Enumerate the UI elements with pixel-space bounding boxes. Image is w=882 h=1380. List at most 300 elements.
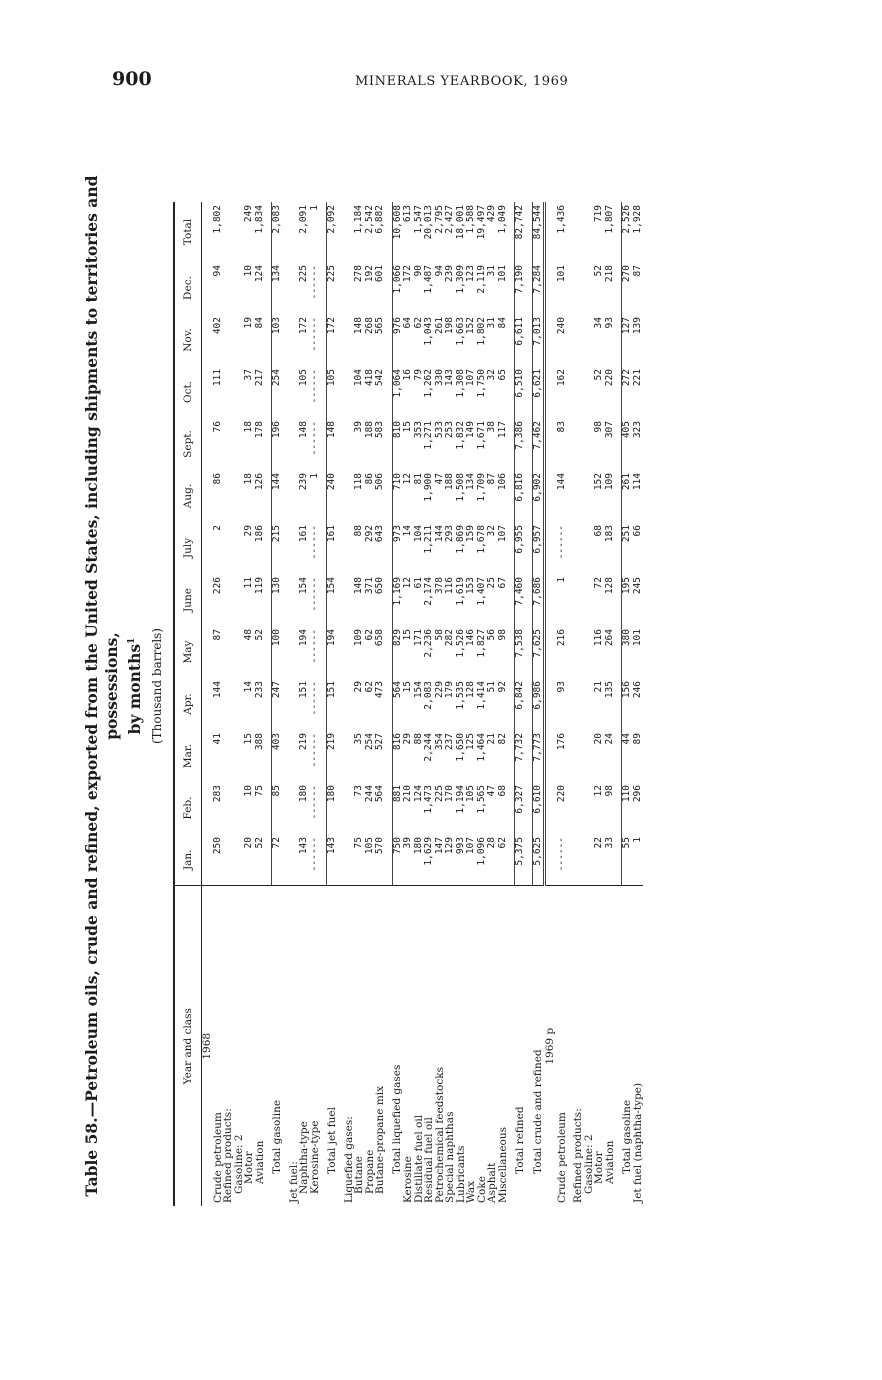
- value-cell: 106: [496, 473, 508, 491]
- value-cell: 613: [402, 205, 414, 223]
- row-label: Asphalt: [487, 886, 498, 1206]
- row-label: Refined products:: [223, 886, 234, 1206]
- value-cell: 239: [444, 265, 456, 283]
- empty-cell: [202, 202, 213, 262]
- value-cell: 1,807: [603, 205, 615, 234]
- value-cell: [573, 678, 584, 730]
- value-cell: 810: [392, 418, 403, 470]
- value-cell: 1,526: [454, 629, 466, 658]
- value-cell: [223, 574, 234, 626]
- value-cell: 82: [496, 733, 508, 745]
- value-cell: 601: [374, 265, 386, 283]
- value-cell: 12: [402, 473, 414, 485]
- value-cell: [573, 366, 584, 418]
- value-cell: 650: [374, 577, 386, 595]
- row-label: Petrochemical feedstocks: [435, 886, 446, 1206]
- value-cell: 6,986: [532, 678, 545, 730]
- value-cell: 1,096: [475, 837, 487, 866]
- value-cell: 2,542: [363, 205, 375, 234]
- value-cell: 1,066: [392, 262, 403, 314]
- table-row: [605, 202, 616, 1206]
- value-cell: 1,271: [423, 421, 435, 450]
- empty-cell: [545, 574, 557, 626]
- empty-cell: [202, 522, 213, 574]
- value-cell: 570: [374, 837, 386, 855]
- row-label: Jet fuel (naphtha-type): [633, 886, 644, 1206]
- value-cell: [223, 834, 234, 886]
- value-cell: 109: [353, 629, 365, 647]
- value-cell: 2,119: [475, 265, 487, 294]
- value-cell: 68: [496, 785, 508, 797]
- value-cell: 323: [631, 421, 643, 439]
- value-cell: [573, 522, 584, 574]
- value-cell: 118: [353, 473, 365, 491]
- value-cell: 1,619: [454, 577, 466, 606]
- value-cell: 6,842: [515, 678, 526, 730]
- value-cell: [573, 730, 584, 782]
- value-cell: 15: [402, 421, 414, 433]
- row-label: Motor: [594, 886, 605, 1206]
- value-cell: 564: [392, 678, 403, 730]
- value-cell: 92: [496, 681, 508, 693]
- empty-cell: [202, 366, 213, 418]
- value-cell: 237: [444, 733, 456, 751]
- table-caption-line1: Table 58.—Petroleum oils, crude and refined, exported from the United States, including shipments to territories and possessions,: [82, 175, 121, 1197]
- value-cell: 829: [392, 626, 403, 678]
- value-cell: 128: [603, 577, 615, 595]
- caption-by-months: by months: [125, 643, 145, 735]
- value-cell: 151: [327, 678, 338, 730]
- value-cell: [223, 314, 234, 366]
- value-cell: 64: [402, 317, 414, 329]
- value-cell: 172: [327, 314, 338, 366]
- value-cell: 11: [243, 577, 255, 589]
- value-cell: 188: [444, 473, 456, 491]
- value-cell: 44: [622, 730, 633, 782]
- value-cell: [223, 418, 234, 470]
- value-cell: 75: [253, 785, 265, 797]
- empty-cell: [545, 314, 557, 366]
- empty-cell: [545, 834, 557, 886]
- value-cell: 1: [631, 837, 643, 843]
- value-cell: 188: [363, 421, 375, 439]
- value-cell: 215: [272, 522, 283, 574]
- exports-table: [173, 202, 643, 1206]
- value-cell: 1: [308, 205, 320, 211]
- value-cell: 171: [412, 629, 424, 647]
- value-cell: 130: [272, 574, 283, 626]
- value-cell: 86: [363, 473, 375, 485]
- value-cell: 72: [593, 577, 605, 589]
- row-label: Propane: [365, 886, 376, 1206]
- table-row: [392, 202, 403, 1206]
- value-cell: 6,327: [515, 782, 526, 834]
- column-header: June: [174, 574, 202, 626]
- value-cell: 194: [327, 626, 338, 678]
- value-cell: 15: [402, 629, 414, 641]
- value-cell: 261: [622, 470, 633, 522]
- value-cell: 506: [374, 473, 386, 491]
- value-cell: 973: [392, 522, 403, 574]
- value-cell: 6,611: [515, 314, 526, 366]
- empty-cell: [202, 470, 213, 522]
- value-cell: 282: [444, 629, 456, 647]
- value-cell: [573, 262, 584, 314]
- table-row: [327, 202, 338, 1206]
- value-cell: 292: [363, 525, 375, 543]
- value-cell: 993: [454, 837, 466, 855]
- value-cell: [223, 730, 234, 782]
- value-cell: 225: [327, 262, 338, 314]
- value-cell: 1,464: [475, 733, 487, 762]
- value-cell: 21: [593, 681, 605, 693]
- value-cell: 68: [593, 525, 605, 537]
- column-header: Total: [174, 202, 202, 262]
- value-cell: 371: [363, 577, 375, 595]
- value-cell: 176: [555, 733, 567, 751]
- value-cell: 31: [486, 265, 498, 277]
- value-cell: 1,629: [423, 837, 435, 866]
- table-row: [424, 202, 435, 1206]
- empty-cell: [545, 730, 557, 782]
- value-cell: 5,625: [532, 834, 545, 886]
- value-cell: 1,262: [423, 369, 435, 398]
- value-cell: 144: [433, 525, 445, 543]
- value-cell: 153: [465, 577, 477, 595]
- value-cell: 152: [465, 317, 477, 335]
- value-cell: 180: [327, 782, 338, 834]
- table-row: [344, 202, 355, 1206]
- column-header-class: Year and class: [174, 886, 202, 1206]
- value-cell: 1,671: [475, 421, 487, 450]
- value-cell: 1,832: [454, 421, 466, 450]
- empty-cell: [202, 834, 213, 886]
- table-caption-line2: [122, 166, 145, 1206]
- value-cell: 14: [402, 525, 414, 537]
- value-cell: ------: [308, 317, 320, 352]
- table-units: (Thousand barrels): [150, 628, 165, 744]
- table-row: [584, 202, 595, 1206]
- value-cell: 93: [555, 681, 567, 693]
- value-cell: 88: [353, 525, 365, 537]
- value-cell: 22: [593, 837, 605, 849]
- value-cell: 194: [298, 629, 310, 647]
- table-row: [255, 202, 266, 1206]
- value-cell: 183: [603, 525, 615, 543]
- value-cell: 6,510: [515, 366, 526, 418]
- value-cell: 143: [444, 369, 456, 387]
- value-cell: ------: [308, 369, 320, 404]
- value-cell: 233: [253, 681, 265, 699]
- value-cell: 330: [433, 369, 445, 387]
- value-cell: 172: [402, 265, 414, 283]
- value-cell: 1,535: [454, 681, 466, 710]
- value-cell: 76: [211, 421, 223, 433]
- value-cell: [223, 470, 234, 522]
- value-cell: [573, 834, 584, 886]
- value-cell: ------: [308, 629, 320, 664]
- value-cell: 2,236: [423, 629, 435, 658]
- value-cell: 19,497: [475, 205, 487, 240]
- value-cell: 66: [631, 525, 643, 537]
- value-cell: 5,375: [515, 834, 526, 886]
- value-cell: 29: [353, 681, 365, 693]
- value-cell: 87: [486, 473, 498, 485]
- value-cell: 195: [622, 574, 633, 626]
- value-cell: 147: [433, 837, 445, 855]
- value-cell: 380: [622, 626, 633, 678]
- value-cell: 7,732: [515, 730, 526, 782]
- value-cell: 272: [622, 366, 633, 418]
- empty-cell: [545, 470, 557, 522]
- value-cell: 124: [253, 265, 265, 283]
- column-header: Apr.: [174, 678, 202, 730]
- value-cell: 1,900: [423, 473, 435, 502]
- value-cell: [223, 678, 234, 730]
- value-cell: 29: [402, 733, 414, 745]
- value-cell: 152: [593, 473, 605, 491]
- value-cell: 6,902: [532, 470, 545, 522]
- value-cell: ------: [308, 837, 320, 872]
- value-cell: 1,184: [353, 205, 365, 234]
- value-cell: 123: [465, 265, 477, 283]
- value-cell: [573, 782, 584, 834]
- value-cell: 2,083: [272, 202, 283, 262]
- value-cell: 7,386: [515, 418, 526, 470]
- value-cell: 33: [603, 837, 615, 849]
- value-cell: 7,190: [515, 262, 526, 314]
- value-cell: 192: [363, 265, 375, 283]
- value-cell: 1: [555, 577, 567, 583]
- table-row: [213, 202, 224, 1206]
- value-cell: 55: [622, 834, 633, 886]
- value-cell: 154: [412, 681, 424, 699]
- value-cell: 103: [272, 314, 283, 366]
- row-label: Wax: [466, 886, 477, 1206]
- value-cell: 156: [622, 678, 633, 730]
- value-cell: 6,816: [515, 470, 526, 522]
- value-cell: 35: [353, 733, 365, 745]
- row-label: Coke: [477, 886, 488, 1206]
- value-cell: 48: [243, 629, 255, 641]
- column-header: Mar.: [174, 730, 202, 782]
- value-cell: 2,526: [622, 202, 633, 262]
- value-cell: 418: [363, 369, 375, 387]
- value-cell: 251: [622, 522, 633, 574]
- value-cell: 117: [496, 421, 508, 439]
- value-cell: 139: [631, 317, 643, 335]
- value-cell: 583: [374, 421, 386, 439]
- value-cell: 1,508: [454, 473, 466, 502]
- value-cell: 134: [465, 473, 477, 491]
- value-cell: 2,427: [444, 205, 456, 234]
- value-cell: 111: [211, 369, 223, 387]
- value-cell: 93: [603, 317, 615, 329]
- value-cell: 283: [211, 785, 223, 803]
- empty-cell: [202, 730, 213, 782]
- row-label: Butane: [354, 886, 365, 1206]
- value-cell: 62: [363, 681, 375, 693]
- value-cell: 1,588: [465, 205, 477, 234]
- value-cell: 32: [486, 369, 498, 381]
- empty-cell: [545, 522, 557, 574]
- value-cell: 85: [272, 782, 283, 834]
- value-cell: 19: [243, 317, 255, 329]
- value-cell: 162: [555, 369, 567, 387]
- value-cell: 159: [465, 525, 477, 543]
- value-cell: 264: [603, 629, 615, 647]
- value-cell: [573, 314, 584, 366]
- value-cell: 542: [374, 369, 386, 387]
- value-cell: 81: [412, 473, 424, 485]
- value-cell: 307: [603, 421, 615, 439]
- table-row: [557, 202, 568, 1206]
- table-row: [403, 202, 414, 1206]
- value-cell: 1,547: [412, 205, 424, 234]
- value-cell: 84,544: [532, 202, 545, 262]
- value-cell: 2: [211, 525, 223, 531]
- value-cell: 250: [211, 837, 223, 855]
- value-cell: 98: [603, 785, 615, 797]
- value-cell: 170: [444, 785, 456, 803]
- value-cell: 67: [496, 577, 508, 589]
- row-label: Naphtha-type: [299, 886, 310, 1206]
- value-cell: 88: [412, 733, 424, 745]
- value-cell: 1,194: [454, 785, 466, 814]
- value-cell: 7,462: [532, 418, 545, 470]
- book-title: MINERALS YEARBOOK, 1969: [355, 74, 569, 89]
- value-cell: 52: [253, 629, 265, 641]
- value-cell: 658: [374, 629, 386, 647]
- value-cell: 217: [253, 369, 265, 387]
- value-cell: [223, 262, 234, 314]
- value-cell: 72: [272, 834, 283, 886]
- value-cell: ------: [308, 265, 320, 300]
- value-cell: [573, 418, 584, 470]
- table-row: [498, 202, 509, 1206]
- value-cell: 94: [433, 265, 445, 277]
- value-cell: 144: [272, 470, 283, 522]
- value-cell: 7,013: [532, 314, 545, 366]
- table-row: [622, 202, 633, 1206]
- value-cell: 1,802: [475, 317, 487, 346]
- value-cell: 29: [243, 525, 255, 537]
- row-label: Total liquefied gases: [392, 886, 403, 1206]
- row-label: Refined products:: [573, 886, 584, 1206]
- value-cell: ------: [308, 733, 320, 768]
- value-cell: 564: [374, 785, 386, 803]
- value-cell: 62: [412, 317, 424, 329]
- value-cell: 20: [243, 837, 255, 849]
- value-cell: 278: [353, 265, 365, 283]
- table-row: [515, 202, 526, 1206]
- value-cell: 20: [593, 733, 605, 745]
- row-label: Jet fuel:: [289, 886, 300, 1206]
- year-label: 1969 p: [545, 886, 557, 1206]
- value-cell: 105: [363, 837, 375, 855]
- rotated-table-region: [82, 122, 792, 1206]
- table-row: [354, 202, 365, 1206]
- value-cell: 1,407: [475, 577, 487, 606]
- value-cell: 119: [253, 577, 265, 595]
- table-row: [244, 202, 255, 1206]
- value-cell: 1,414: [475, 681, 487, 710]
- value-cell: 20,013: [423, 205, 435, 240]
- value-cell: 6,882: [374, 205, 386, 234]
- value-cell: 82,742: [515, 202, 526, 262]
- row-label: Lubricants: [456, 886, 467, 1206]
- value-cell: 135: [603, 681, 615, 699]
- empty-cell: [545, 626, 557, 678]
- value-cell: 2,083: [423, 681, 435, 710]
- table-body: [202, 202, 644, 1206]
- value-cell: 186: [253, 525, 265, 543]
- value-cell: 105: [465, 785, 477, 803]
- value-cell: 109: [603, 473, 615, 491]
- value-cell: 7,686: [532, 574, 545, 626]
- value-cell: 61: [412, 577, 424, 589]
- row-label: Crude petroleum: [557, 886, 568, 1206]
- value-cell: 107: [496, 525, 508, 543]
- value-cell: 37: [243, 369, 255, 381]
- column-header: Dec.: [174, 262, 202, 314]
- value-cell: 750: [392, 834, 403, 886]
- value-cell: 128: [465, 681, 477, 699]
- value-cell: 6,955: [515, 522, 526, 574]
- value-cell: 107: [465, 369, 477, 387]
- table-row: [375, 202, 386, 1206]
- value-cell: 47: [486, 785, 498, 797]
- value-cell: 1,487: [423, 265, 435, 294]
- value-cell: 127: [622, 314, 633, 366]
- row-label: Miscellaneous: [498, 886, 509, 1206]
- empty-cell: [202, 574, 213, 626]
- row-label: Total gasoline: [622, 886, 633, 1206]
- value-cell: 47: [433, 473, 445, 485]
- value-cell: 527: [374, 733, 386, 751]
- value-cell: 94: [211, 265, 223, 277]
- value-cell: 1,709: [475, 473, 487, 502]
- value-cell: 565: [374, 317, 386, 335]
- value-cell: 1,678: [475, 525, 487, 554]
- value-cell: ------: [308, 421, 320, 456]
- value-cell: ------: [308, 785, 320, 820]
- column-header: July: [174, 522, 202, 574]
- value-cell: 89: [631, 733, 643, 745]
- value-cell: 1: [308, 473, 320, 479]
- value-cell: ------: [555, 525, 567, 560]
- row-label: Total jet fuel: [327, 886, 338, 1206]
- value-cell: 2,091: [298, 205, 310, 234]
- value-cell: 533: [433, 421, 445, 439]
- value-cell: 219: [298, 733, 310, 751]
- value-cell: 245: [631, 577, 643, 595]
- column-header: Aug.: [174, 470, 202, 522]
- value-cell: 296: [631, 785, 643, 803]
- value-cell: 240: [327, 470, 338, 522]
- value-cell: 216: [555, 629, 567, 647]
- row-label: Kerosine-type: [310, 886, 321, 1206]
- column-header: Nov.: [174, 314, 202, 366]
- value-cell: 2,244: [423, 733, 435, 762]
- value-cell: 976: [392, 314, 403, 366]
- row-label: Total gasoline: [272, 886, 283, 1206]
- value-cell: 148: [327, 418, 338, 470]
- value-cell: 129: [444, 837, 456, 855]
- value-cell: 7,460: [515, 574, 526, 626]
- value-cell: 31: [486, 317, 498, 329]
- value-cell: 6,957: [532, 522, 545, 574]
